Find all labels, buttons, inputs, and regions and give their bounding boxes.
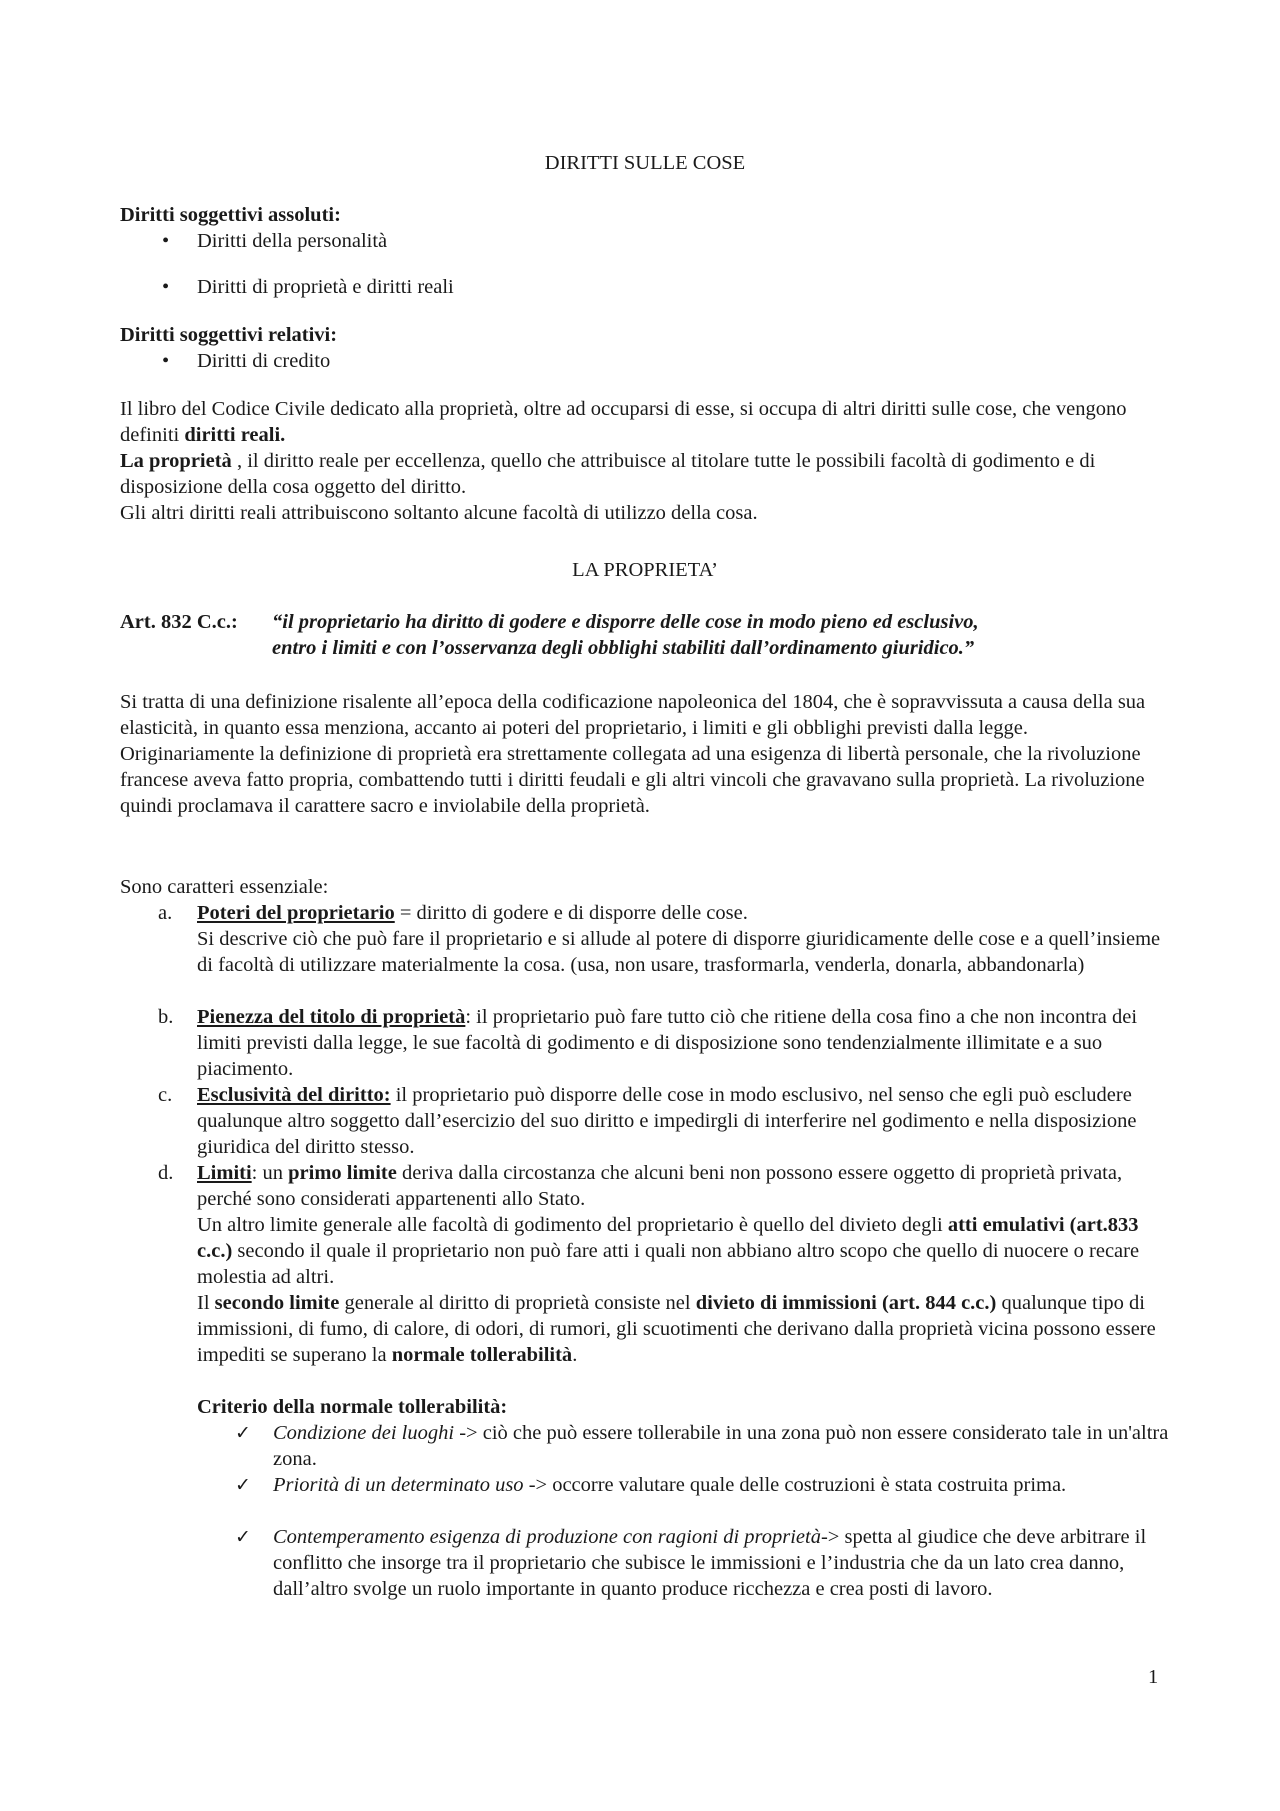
article-quote-line1: “il proprietario ha diritto di godere e disporre delle cose in modo pieno ed esclusivo, [272,611,979,633]
bullet-icon: • [162,350,170,372]
check-icon: ✓ [235,1474,251,1496]
relativi-heading: Diritti soggettivi relativi: [120,324,338,346]
assoluti-heading: Diritti soggettivi assoluti: [120,204,341,226]
article-quote-line2: entro i limiti e con l’osservanza degli obblighi stabiliti dall’ordinamento giuridico.” [272,637,975,659]
check-icon: ✓ [235,1526,251,1548]
definition-paragraph: Si tratta di una definizione risalente all’epoca della codificazione napoleonica del 1804, che è sopravvissuta a causa della sua elasticità, in quanto essa menziona, accanto ai poteri del proprietario, i limiti e gli obblighi previsti dalla legge. Originariamente la definizione di proprietà era strettamente collegata ad una esigenza di libertà personale, che la rivoluzione francese aveva fatto propria, combattendo tutti i diritti feudali e gli altri vincoli che gravavano sulla proprietà. La rivoluzione quindi proclamava il carattere sacro e inviolabile della proprietà. [120,691,1146,817]
bullet-icon: • [162,276,170,298]
document-title: DIRITTI SULLE COSE [544,152,746,174]
caratteri-intro: Sono caratteri essenziale: [120,876,329,898]
page-number: 1 [1148,1666,1159,1688]
intro-paragraph: Il libro del Codice Civile dedicato alla proprietà, oltre ad occuparsi di esse, si occupa di altri diritti sulle cose, che vengono definiti diritti reali. La proprietà , il diritto reale per eccellenza, quello che attribuisce al titolare tutte le possibili facoltà di godimento e di disposizione della cosa oggetto del diritto. Gli altri diritti reali attribuiscono soltanto alcune facoltà di utilizzo della cosa. [120,398,1127,524]
document-page: DIRITTI SULLE COSE Diritti soggettivi assoluti: • Diritti della personalità • Diritti di proprietà e diritti reali Diritti soggettivi relativi: • Diritti di credito Il libro del Codice Civile dedicato alla proprietà, oltre ad occuparsi di esse, si occupa di altri diritti sulle cose, che vengono definiti diritti reali. La proprietà , il diritto reale per eccellenza, quello che attribuisce al titolare tutte le possibili facoltà di godimento e di disposizione della cosa oggetto del diritto. Gli altri diritti reali attribuiscono soltanto alcune facoltà di utilizzo della cosa. LA PROPRIETA’ Art. 832 C.c.: “il proprietario ha diritto di godere e disporre delle cose in modo pieno ed esclusivo, entro i limiti e con l’osservanza degli obblighi stabiliti dall’ordinamento giuridico.” Si tratta di una definizione risalente all’epoca della codificazione napoleonica del 1804, che è sopravvissuta a causa della sua elasticità, in quanto essa menziona, accanto ai poteri del proprietario, i limiti e gli obblighi previsti dalla legge. Originariamente la definizione di proprietà era strettamente collegata ad una esigenza di libertà personale, che la rivoluzione francese aveva fatto propria, combattendo tutti i diritti feudali e gli altri vincoli che gravavano sulla proprietà. La rivoluzione quindi proclamava il carattere sacro e inviolabile della proprietà. Sono caratteri essenziale: a. Poteri del proprietario = diritto di godere e di disporre delle cose. Si descrive ciò che può fare il proprietario e si allude al potere di disporre giuridicamente delle cose e a quell’insieme di facoltà di utilizzare materialmente la cosa. (usa, non usare, trasformarla, venderla, donarla, abbandonarla) b. Pienezza del titolo di proprietà: il proprietario può fare tutto ciò che ritiene della cosa fino a che non incontra dei limiti previsti dalla legge, le sue facoltà di godimento e di disposizione sono tendenzialmente illimitate e a suo piacimento. c. Esclusività del diritto: il proprietario può disporre delle cose in modo esclusivo, nel senso che egli può escludere qualunque altro soggetto dall’esercizio del suo diritto e impedirgli di interferire nel godimento e nella disposizione giuridica del diritto stesso. d. Limiti: un primo limite deriva dalla circostanza che alcuni beni non possono essere oggetto di proprietà privata, perché sono considerati appartenenti allo Stato. Un altro limite generale alle facoltà di godimento del proprietario è quello del divieto degli atti emulativi (art.833 c.c.) secondo il quale il proprietario non può fare atti i quali non abbiano altro scopo che quello di nuocere o recare molestia ad altri. Il secondo limite generale al diritto di proprietà consiste nel divieto di immissioni (art. 844 c.c.) qualunque tipo di immissioni, di fumo, di calore, di odori, di rumori, gli scuotimenti che derivano dalla proprietà vicina possono essere impediti se superano la normale tollerabilità. Criterio della normale tollerabilità: ✓ Condizione dei luoghi -> ciò che può essere tollerabile in una zona può non essere considerato tale in un'altra zona. ✓ Priorità di un determinato uso -> occorre valutare quale delle costruzioni è stata costruita prima. ✓ Contemperamento esigenza di produzione con ragioni di proprietà-> spetta al giudice che deve arbitrare il conflitto che insorge tra il proprietario che subisce le immissioni e l’industria che da un lato crea danno, dall’altro svolge un ruolo importante in quanto produce ricchezza e crea posti di lavoro. 1 [120,0,1170,1811]
section-title: LA PROPRIETA’ [572,559,718,581]
check-icon: ✓ [235,1422,251,1444]
article-label: Art. 832 C.c.: [120,611,238,633]
criterio-heading: Criterio della normale tollerabilità: [197,1396,508,1418]
bullet-icon: • [162,230,170,252]
